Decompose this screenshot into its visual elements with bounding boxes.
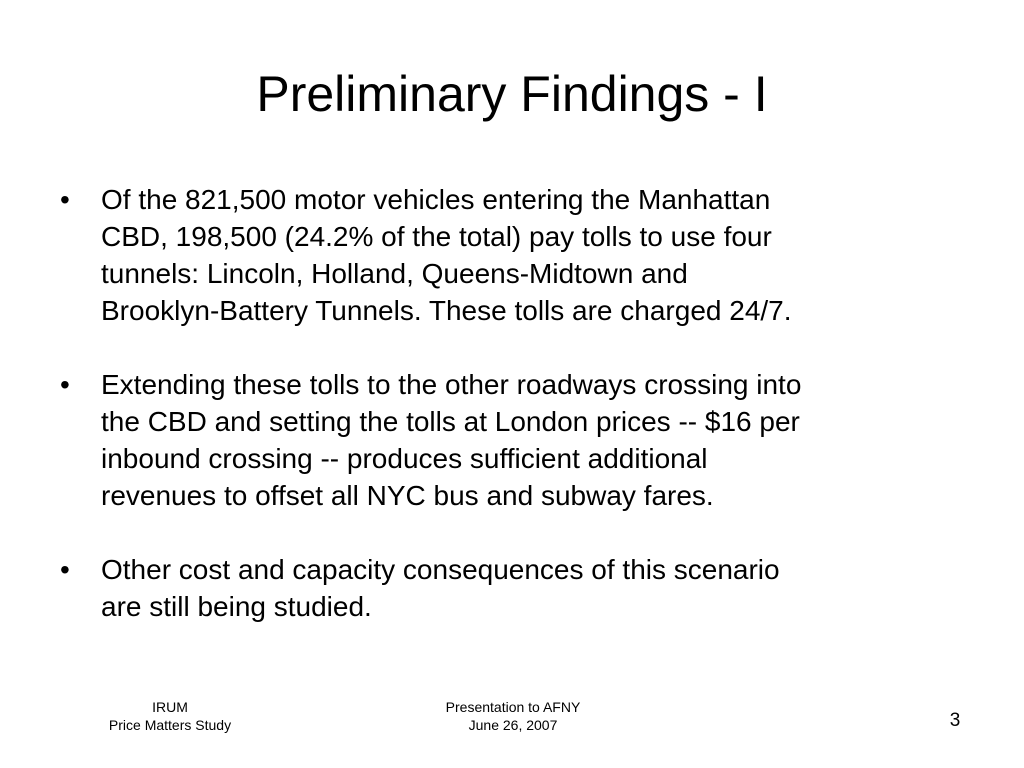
bullet-marker-icon: •: [60, 369, 70, 400]
bullet-1-line-2: CBD, 198,500 (24.2% of the total) pay tolls to use four: [101, 221, 772, 252]
footer-left-line-2: Price Matters Study: [108, 717, 232, 733]
footer-center-line-1: Presentation to AFNY: [445, 699, 581, 715]
bullet-item-3: [60, 551, 990, 625]
bullet-item-1: [60, 181, 990, 329]
footer-left-line-1: IRUM: [152, 699, 188, 715]
footer-left: [70, 698, 270, 734]
bullet-1-line-4: Brooklyn-Battery Tunnels. These tolls are charged 24/7.: [101, 295, 792, 326]
page-number: 3: [949, 710, 961, 731]
bullet-3-line-1: Other cost and capacity consequences of this scenario: [101, 554, 780, 585]
bullet-marker-icon: •: [60, 554, 70, 585]
bullet-1-line-1: Of the 821,500 motor vehicles entering the Manhattan: [101, 184, 771, 215]
bullet-2-line-1: Extending these tolls to the other roadways crossing into: [101, 369, 802, 400]
footer-center: [400, 698, 626, 734]
bullet-list: [60, 181, 990, 662]
footer-center-line-2: June 26, 2007: [468, 717, 558, 733]
bullet-2-line-4: revenues to offset all NYC bus and subway fares.: [101, 480, 714, 511]
bullet-2-line-2: the CBD and setting the tolls at London prices -- $16 per: [101, 406, 800, 437]
slide-title: Preliminary Findings - I: [256, 66, 768, 122]
bullet-item-2: [60, 366, 990, 514]
bullet-marker-icon: •: [60, 184, 70, 215]
bullet-1-line-3: tunnels: Lincoln, Holland, Queens-Midtown and: [101, 258, 688, 289]
bullet-3-line-2: are still being studied.: [101, 591, 372, 622]
bullet-2-line-3: inbound crossing -- produces sufficient additional: [101, 443, 708, 474]
